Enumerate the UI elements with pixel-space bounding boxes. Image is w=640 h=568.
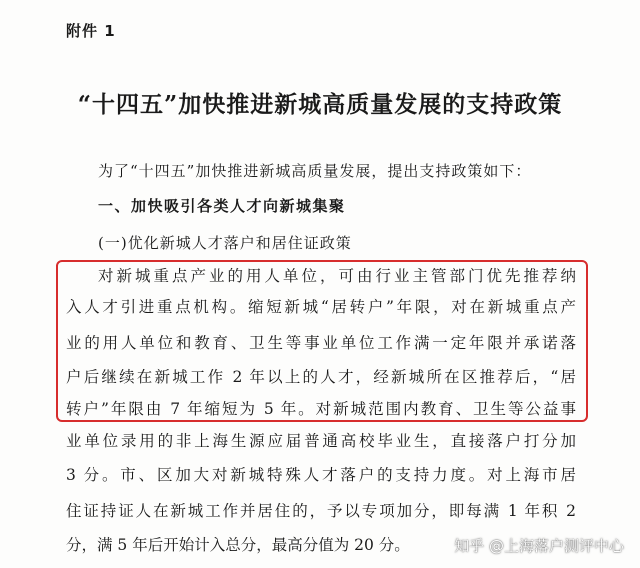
watermark: 知乎 @上海落户测评中心 — [454, 537, 624, 555]
body-line: 入人才引进重点机构。缩短新城“居转户”年限，对在新城重点产 — [66, 298, 576, 316]
highlight-box — [56, 260, 588, 422]
subsection-heading: (一)优化新城人才落户和居住证政策 — [98, 234, 352, 252]
body-line: 业的用人单位和教育、卫生等事业单位工作满一定年限并承诺落 — [66, 334, 576, 352]
body-line: 业单位录用的非上海生源应届普通高校毕业生，直接落户打分加 — [66, 432, 576, 450]
body-line: 对新城重点产业的用人单位，可由行业主管部门优先推荐纳 — [98, 267, 576, 285]
body-line: 转户”年限由 7 年缩短为 5 年。对新城范围内教育、卫生等公益事 — [66, 400, 576, 418]
attachment-label: 附件 1 — [66, 22, 116, 40]
body-line: 3 分。市、区加大对新城特殊人才落户的支持力度。对上海市居 — [66, 466, 576, 484]
document-title: “十四五”加快推进新城高质量发展的支持政策 — [77, 91, 563, 118]
intro-paragraph: 为了“十四五”加快推进新城高质量发展，提出支持政策如下： — [98, 162, 532, 180]
body-line: 分，满 5 年后开始计入总分，最高分值为 20 分。 — [66, 536, 410, 554]
body-line: 户后继续在新城工作 2 年以上的人才，经新城所在区推荐后，“居 — [66, 368, 576, 386]
section-heading: 一、加快吸引各类人才向新城集聚 — [98, 197, 346, 215]
body-line: 住证持证人在新城工作并居住的，予以专项加分，即每满 1 年积 2 — [66, 502, 576, 520]
